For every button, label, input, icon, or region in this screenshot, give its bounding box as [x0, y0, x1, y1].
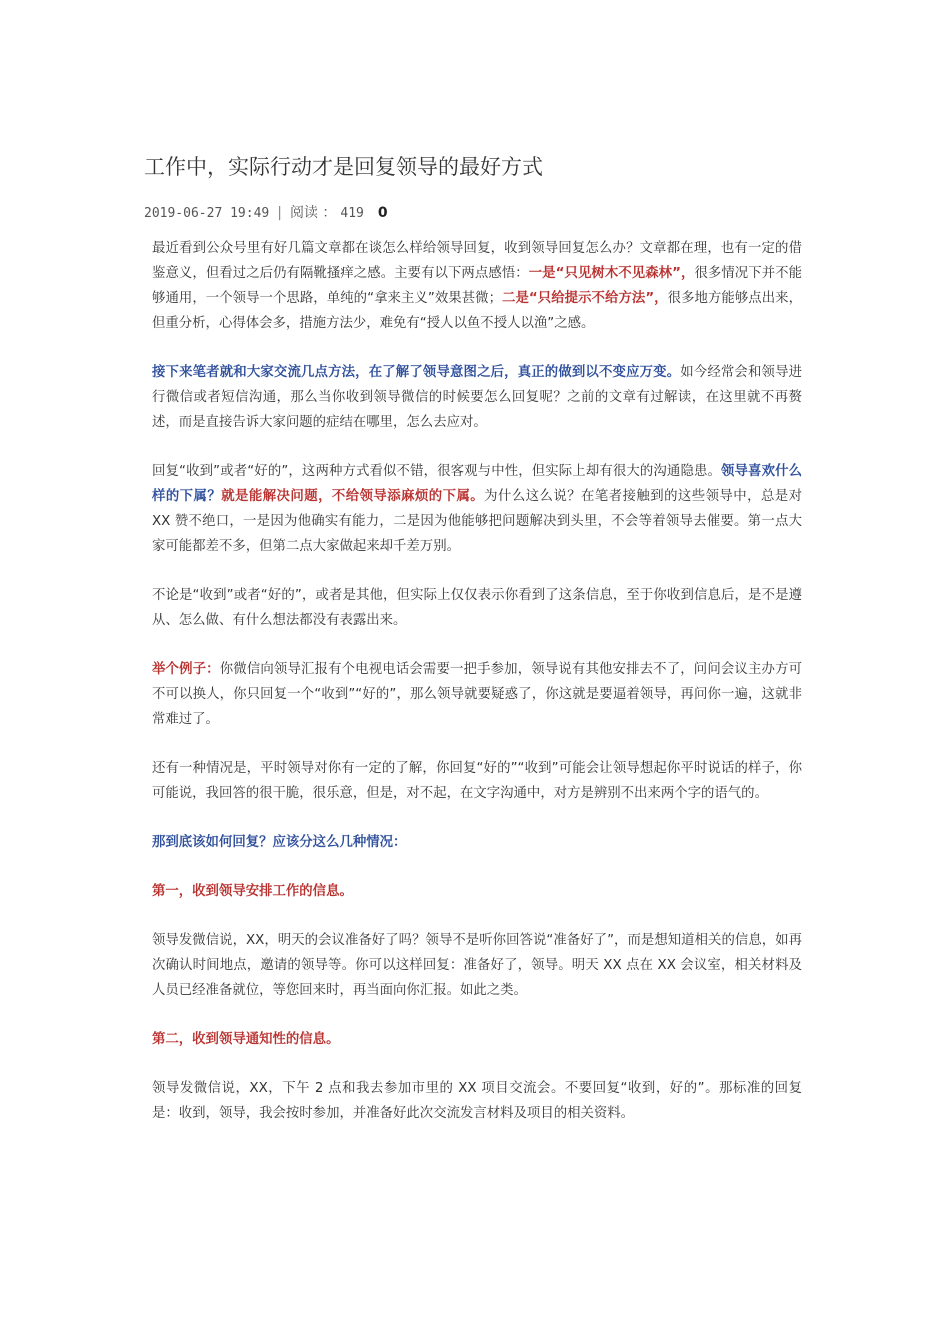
meta-separator: |: [277, 205, 282, 221]
emphasis-point-one: 一是“只见树木不见森林”，: [528, 266, 695, 281]
article-title: 工作中，实际行动才是回复领导的最好方式: [144, 155, 543, 179]
paragraph-1: 最近看到公众号里有好几篇文章都在谈怎么样给领导回复，收到领导回复怎么办？文章都在理，也有一定的借鉴意义，但看过之后仍有隔靴搔痒之感。主要有以下两点感悟：一是“只见树木不见森林”，很多情况下并不能够通用，一个领导一个思路，单纯的“拿来主义”效果甚微；二是“只给提示不给方法”，很多地方能够点出来，但重分析，心得体会多，措施方法少，难免有“授人以鱼不授人以渔”之感。: [152, 241, 803, 331]
read-count: 419: [340, 206, 364, 221]
section-heading-how-to-reply: 那到底该如何回复？应该分这么几种情况：: [152, 835, 407, 850]
paragraph-7: 领导发微信说，XX，明天的会议准备好了吗？领导不是听你回答说“准备好了”，而是想知道相关的信息，如再次确认时间地点，邀请的领导等。你可以这样回复：准备好了，领导。明天 XX 点在 XX 会议室，相关材料及人员已经准备就位，等您回来时，再当面向你汇报。如此之类。: [152, 933, 802, 998]
paragraph-4: 不论是“收到”或者“好的”，或者是其他，但实际上仅仅表示你看到了这条信息，至于你收到信息后，是不是遵从、怎么做、有什么想法都没有表露出来。: [152, 588, 802, 628]
paragraph-5: 举个例子：你微信向领导汇报有个电视电话会需要一把手参加，领导说有其他安排去不了，问问会议主办方可不可以换人，你只回复一个“收到”“好的”，那么领导就要疑惑了，你这就是要逼着领导，再问你一遍，这就非常难过了。: [152, 662, 803, 727]
emphasis-answer: 就是能解决问题，不给领导添麻烦的下属。: [221, 489, 485, 504]
section-heading-first: 第一，收到领导安排工作的信息。: [152, 884, 353, 899]
read-label: 阅读 ：: [289, 205, 337, 221]
article-meta: [144, 201, 388, 226]
article-body: [152, 236, 802, 1150]
like-count: 0: [377, 205, 388, 221]
emphasis-example: 举个例子：: [152, 662, 220, 677]
publish-date: 2019-06-27 19:49: [144, 206, 270, 221]
paragraph-8: 领导发微信说，XX，下午 2 点和我去参加市里的 XX 项目交流会。不要回复“收到，好的”。那标准的回复是：收到，领导，我会按时参加，并准备好此次交流发言材料及项目的相关资料。: [152, 1081, 802, 1121]
section-heading-second: 第二，收到领导通知性的信息。: [152, 1032, 340, 1047]
emphasis-question: 领导喜欢什么样的下属？: [152, 464, 803, 504]
paragraph-3: 回复“收到”或者“好的”，这两种方式看似不错，很客观与中性，但实际上却有很大的沟通隐患。领导喜欢什么样的下属？就是能解决问题，不给领导添麻烦的下属。为什么这么说？在笔者接触到的这些领导中，总是对 XX 赞不绝口，一是因为他确实有能力，二是因为他能够把问题解决到头里，不会等着领导去催要。第一点大家可能都差不多，但第二点大家做起来却千差万别。: [152, 464, 803, 554]
emphasis-point-two: 二是“只给提示不给方法”，: [502, 291, 668, 306]
paragraph-2: 接下来笔者就和大家交流几点方法，在了解了领导意图之后，真正的做到以不变应万变。如今经常会和领导进行微信或者短信沟通，那么当你收到领导微信的时候要怎么回复呢？之前的文章有过解读，在这里就不再赘述，而是直接告诉大家问题的症结在哪里，怎么去应对。: [152, 365, 802, 430]
emphasis-methods: 接下来笔者就和大家交流几点方法，在了解了领导意图之后，真正的做到以不变应万变。: [152, 365, 681, 380]
paragraph-6: 还有一种情况是，平时领导对你有一定的了解，你回复“好的”“收到”可能会让领导想起你平时说话的样子，你可能说，我回答的很干脆，很乐意，但是，对不起，在文字沟通中，对方是辨别不出来两个字的语气的。: [152, 761, 802, 801]
